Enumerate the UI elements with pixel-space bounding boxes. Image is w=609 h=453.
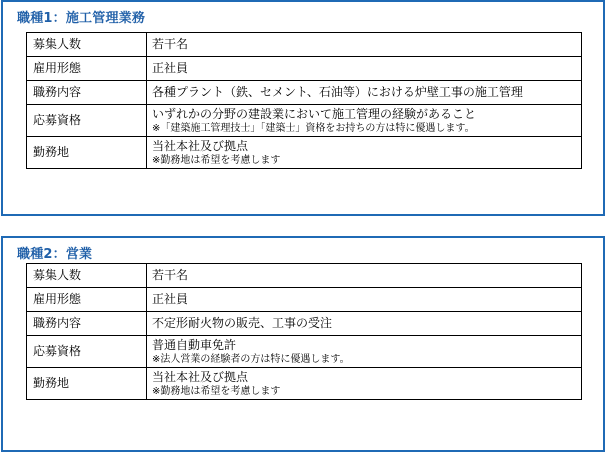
value-text: 不定形耐火物の販売、工事の受注 <box>152 316 333 330</box>
value-text: 普通自動車免許 <box>152 337 237 352</box>
row-label-work-location: 勤務地 <box>27 137 147 169</box>
value-text: 若干名 <box>152 268 189 282</box>
value-text: 若干名 <box>152 37 189 51</box>
row-value-work-location <box>147 368 582 400</box>
value-text: いずれかの分野の建設業において施工管理の経験があること <box>152 106 477 121</box>
value-text: 正社員 <box>152 292 189 306</box>
note-text: ※法人営業の経験者の方は特に優遇します。 <box>152 353 350 365</box>
job-details-table <box>26 263 582 400</box>
table-row <box>27 368 582 400</box>
section-title: 職種2：営業 <box>17 247 93 262</box>
row-value-employment-type <box>147 57 582 81</box>
value-text: 各種プラント（鉄、セメント、石油等）における炉壁工事の施工管理 <box>152 85 523 99</box>
row-label-job-description: 職務内容 <box>27 312 147 336</box>
row-label-qualifications: 応募資格 <box>27 105 147 137</box>
table-row <box>27 264 582 288</box>
value-text: 正社員 <box>152 61 189 75</box>
row-label-employment-type: 雇用形態 <box>27 288 147 312</box>
job-section-2 <box>1 236 605 452</box>
note-text: ※勤務地は希望を考慮します <box>152 385 281 397</box>
table-row <box>27 57 582 81</box>
value-text: 当社本社及び拠点 <box>152 138 249 153</box>
row-value-qualifications <box>147 105 582 137</box>
table-row <box>27 312 582 336</box>
note-text: ※勤務地は希望を考慮します <box>152 154 281 166</box>
row-value-employment-type <box>147 288 582 312</box>
row-value-headcount <box>147 33 582 57</box>
table-row <box>27 105 582 137</box>
row-label-employment-type: 雇用形態 <box>27 57 147 81</box>
row-label-work-location: 勤務地 <box>27 368 147 400</box>
note-text: ※「建築施工管理技士」「建築士」資格をお持ちの方は特に優遇します。 <box>152 122 475 134</box>
row-label-qualifications: 応募資格 <box>27 336 147 368</box>
row-value-qualifications <box>147 336 582 368</box>
row-label-headcount: 募集人数 <box>27 264 147 288</box>
job-details-table <box>26 32 582 169</box>
row-value-job-description <box>147 312 582 336</box>
row-value-job-description <box>147 81 582 105</box>
row-label-job-description: 職務内容 <box>27 81 147 105</box>
table-row <box>27 33 582 57</box>
row-value-work-location <box>147 137 582 169</box>
value-text: 当社本社及び拠点 <box>152 369 249 384</box>
section-title: 職種1：施工管理業務 <box>17 11 146 26</box>
table-row <box>27 137 582 169</box>
table-row <box>27 288 582 312</box>
table-row <box>27 81 582 105</box>
job-section-1 <box>1 0 605 216</box>
table-row <box>27 336 582 368</box>
row-value-headcount <box>147 264 582 288</box>
row-label-headcount: 募集人数 <box>27 33 147 57</box>
